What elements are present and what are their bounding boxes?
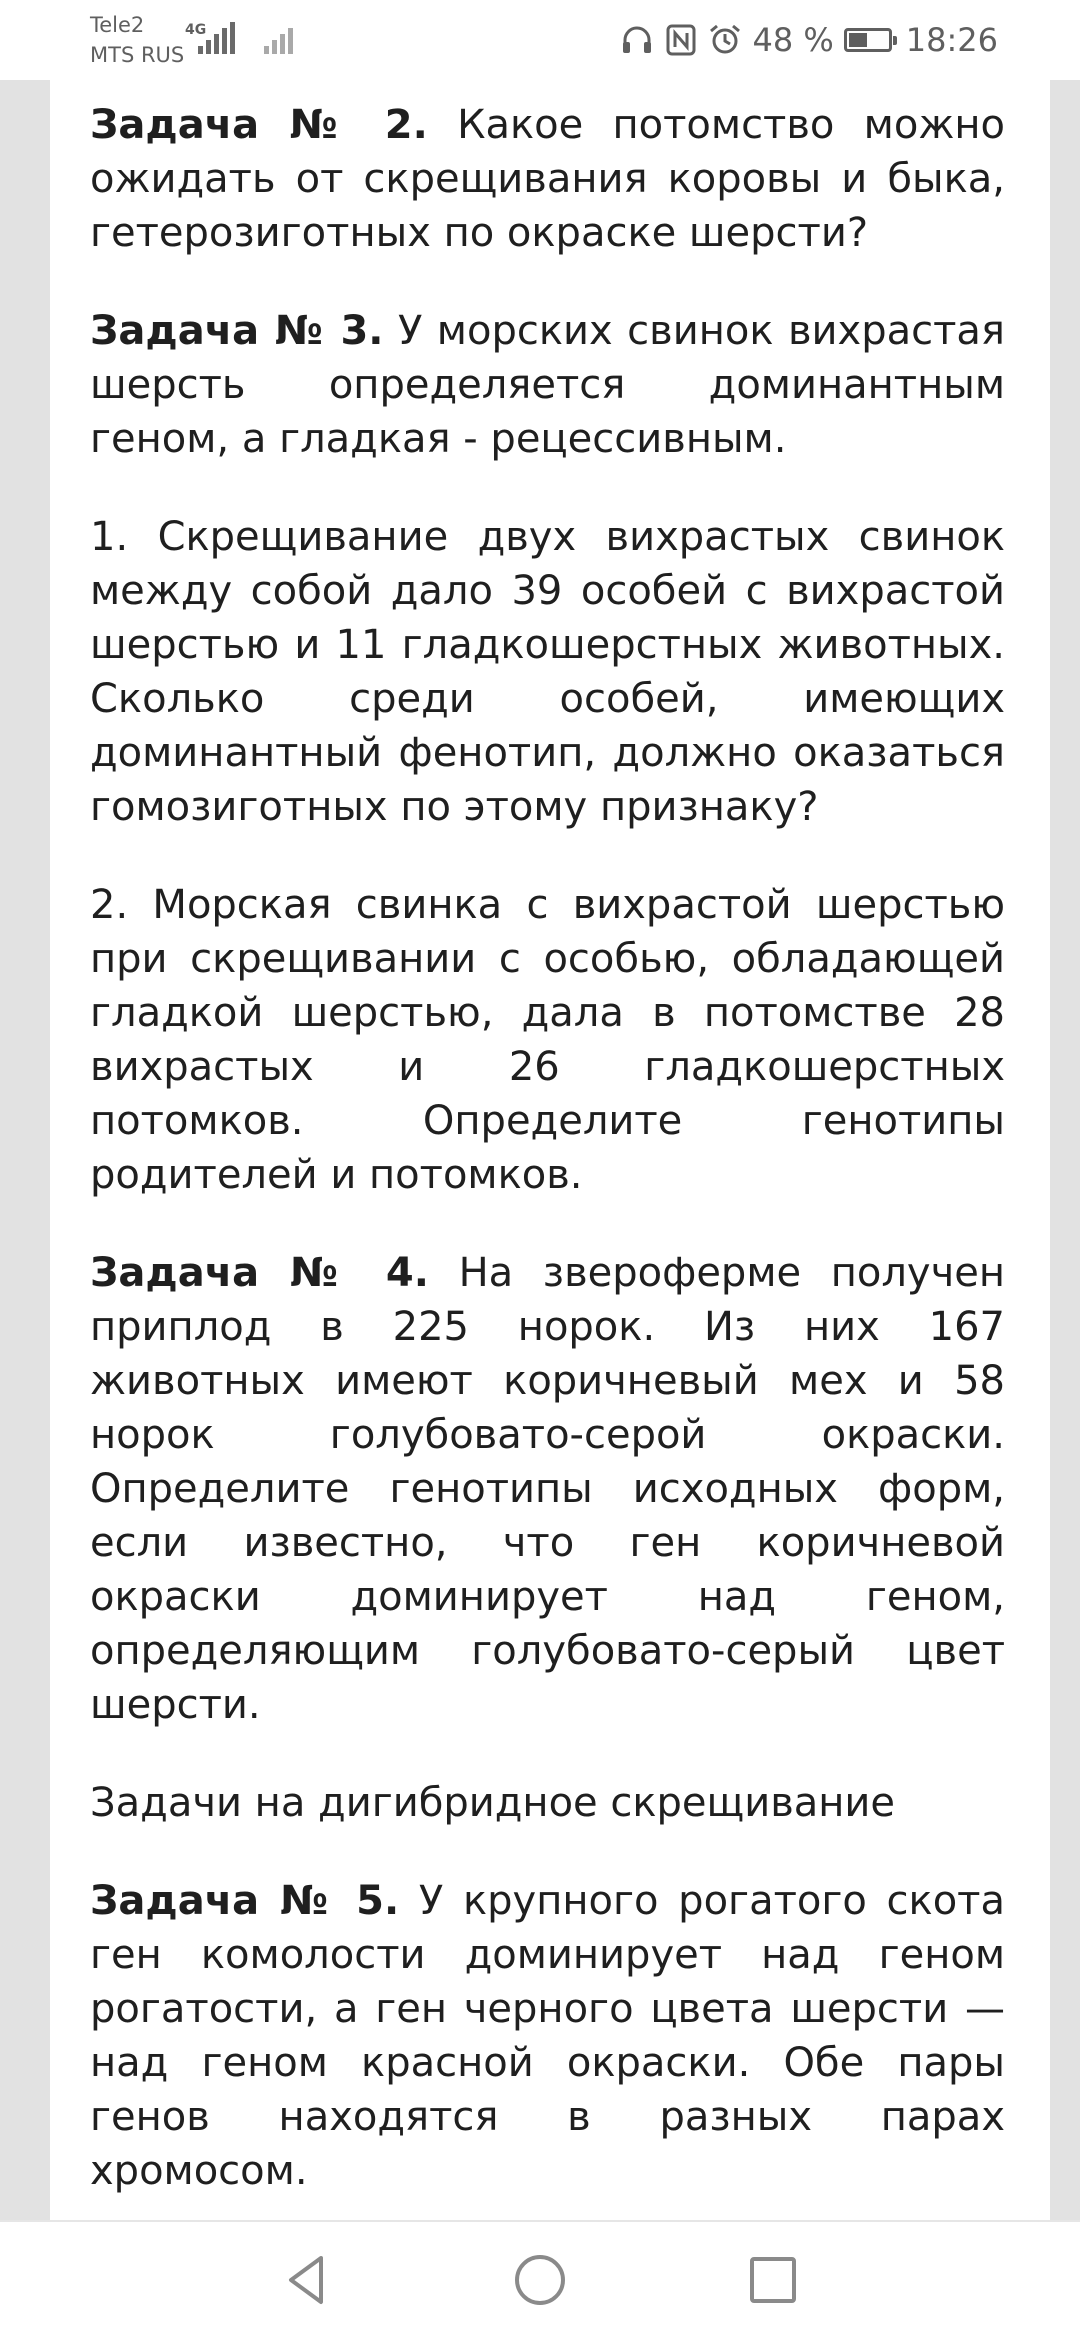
task-text: У морских свинок вихрастая шерсть определяется доминантным геном, а гладкая - рецессивным. [90,308,1005,462]
network-type-label: 4G [185,22,207,38]
paragraph-task-3 [90,304,1005,466]
document-page[interactable] [50,80,1050,2220]
task-label: Задача № 4. [90,1250,429,1296]
paragraph-task-2 [90,98,1005,260]
carrier-info [90,10,184,70]
carrier-name-2: MTS RUS [90,43,185,67]
task-text: 1. Скрещивание двух вихрастых свинок между собой дало 39 особей с вихрастой шерстью и 11 гладкошерстных животных. Сколько среди особей, имеющих доминантный фенотип, должно оказаться гомозиготных по этому признаку? [90,514,1005,830]
battery-fill [849,33,867,47]
alarm-icon [708,23,742,57]
signal-strength-2-icon [262,22,308,54]
battery-percent: 48 % [752,21,834,59]
signal-strength-icon [190,22,236,54]
headphones-icon [620,23,654,57]
carrier-name-1: Tele2 [90,13,145,37]
paragraph-task-3-part-2 [90,878,1005,1202]
document-text [90,98,1005,2220]
clock: 18:26 [905,21,998,59]
paragraph-task-4 [90,1246,1005,1732]
paragraph-task-3-part-1 [90,510,1005,834]
status-right-group [620,0,998,80]
status-bar [0,0,1080,80]
section-heading-dihybrid [90,1776,1005,1830]
task-label: Задача № 5. [90,1878,400,1924]
back-icon[interactable] [275,2248,339,2312]
nfc-icon [664,23,698,57]
task-label: Задача № 3. [90,308,384,354]
recents-icon[interactable] [741,2248,805,2312]
paragraph-task-5 [90,1874,1005,2198]
home-icon[interactable] [508,2248,572,2312]
task-text: У крупного рогатого скота ген комолости доминирует над геном рогатости, а ген черного цвета шерсти — над геном красной окраски. Обе пары генов находятся в разных парах хромосом. [90,1878,1005,2194]
navigation-bar [0,2220,1080,2340]
task-text: На звероферме получен приплод в 225 норок. Из них 167 животных имеют коричневый мех и 58 норок голубовато-серой окраски. Определите генотипы исходных форм, если известно, что ген коричневой окраски доминирует над геном, определяющим голубовато-серый цвет шерсти. [90,1250,1005,1728]
task-text: 2. Морская свинка с вихрастой шерстью при скрещивании с особью, обладающей гладкой шерстью, дала в потомстве 28 вихрастых и 26 гладкошерстных потомков. Определите генотипы родителей и потомков. [90,882,1005,1198]
battery-icon [844,28,892,52]
task-text: Какое потомство можно ожидать от скрещивания коровы и быка, гетерозиготных по окраске шерсти? [90,102,1005,256]
section-heading-text: Задачи на дигибридное скрещивание [90,1780,896,1826]
task-label: Задача № 2. [90,102,428,148]
